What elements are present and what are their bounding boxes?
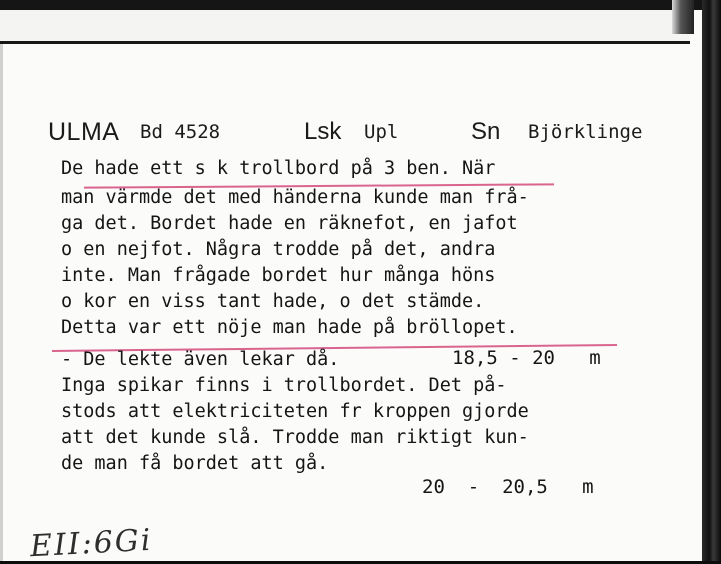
parish-value: Björklinge xyxy=(528,121,643,143)
text-line: De hade ett s k trollbord på 3 ben. När xyxy=(61,158,496,179)
text-line: Detta var ett nöje man hade på bröllopet. xyxy=(61,317,518,338)
card-tab xyxy=(672,0,694,34)
province-label: Lsk xyxy=(304,118,342,145)
card-divider xyxy=(0,41,690,44)
text-line: ga det. Bordet hade en räknefot, en jafot xyxy=(61,213,518,234)
text-line: att det kunde slå. Trodde man riktigt kun- xyxy=(61,427,529,448)
text-line: man värmde det med händerna kunde man frå- xyxy=(61,187,529,208)
text-line: de man få bordet att gå. xyxy=(61,453,329,474)
text-line: o en nejfot. Några trodde på det, andra xyxy=(61,239,496,260)
text-line: inte. Man frågade bordet hur många höns xyxy=(61,265,496,286)
record-number: Bd 4528 xyxy=(140,121,221,143)
text-line: stods att elektriciteten fr kroppen gjorde xyxy=(61,401,529,422)
handwritten-annotation: EII:6Gi xyxy=(29,522,154,564)
card-left-edge xyxy=(0,44,3,561)
text-line: - De lekte även lekar då. xyxy=(61,349,340,370)
scan-right-edge xyxy=(702,0,721,561)
parish-label: Sn xyxy=(471,118,501,145)
province-value: Upl xyxy=(364,121,399,143)
measurement-note: 20 - 20,5 m xyxy=(422,476,594,498)
card-top-strip xyxy=(0,10,690,41)
scan-top-band xyxy=(0,0,721,10)
text-line: o kor en viss tant hade, o det stämde. xyxy=(61,291,485,312)
text-line: Inga spikar finns i trollbordet. Det på- xyxy=(61,375,507,396)
archive-code: ULMA xyxy=(48,118,120,146)
measurement-note: 18,5 - 20 m xyxy=(452,347,601,369)
